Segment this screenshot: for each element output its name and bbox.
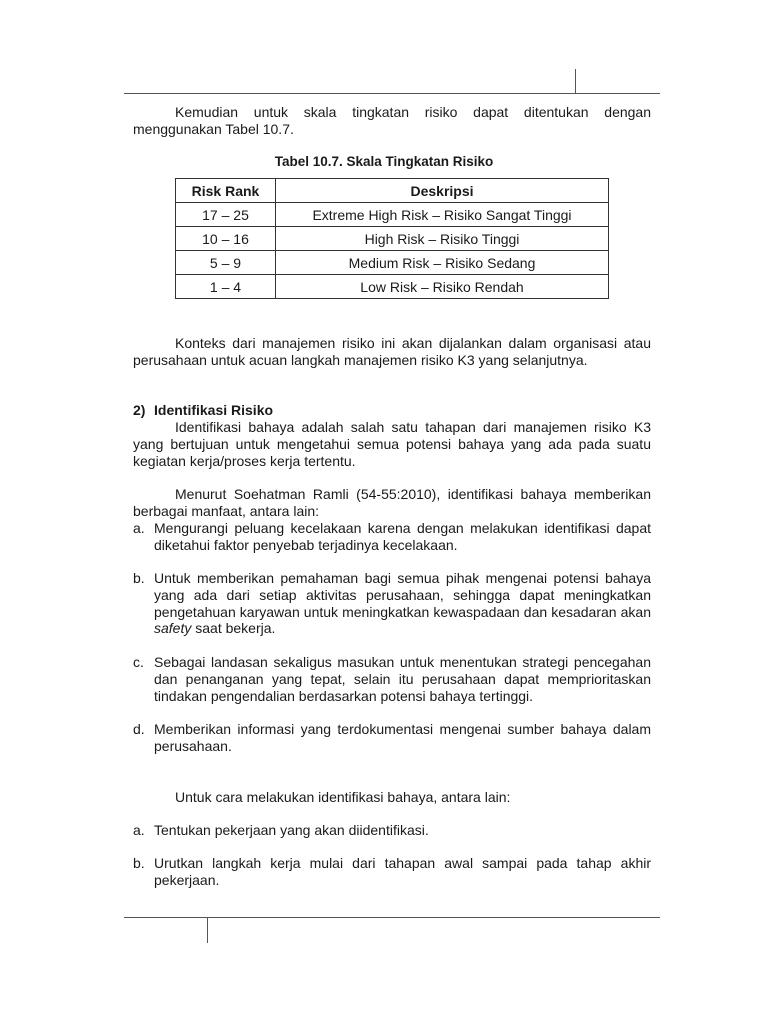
list-text: Sebagai landasan sekaligus masukan untuk menentukan strategi pencegahan dan penanganan yang tepat, selain itu perusahaan dapat memprioritaskan tindakan pengendalian berdasarkan potensi bahaya tertinggi. [154, 654, 651, 704]
description-cell: Medium Risk – Risiko Sedang [276, 251, 609, 275]
risk-rank-cell: 10 – 16 [176, 227, 276, 251]
list-text: Mengurangi peluang kecelakaan karena dengan melakukan identifikasi dapat diketahui faktor penyebab terjadinya kecelakaan. [154, 520, 651, 553]
description-cell: Low Risk – Risiko Rendah [276, 275, 609, 299]
safety-term: safety [154, 620, 192, 637]
section-title: Identifikasi Risiko [154, 402, 274, 418]
list-item [133, 855, 651, 889]
list-text: Untuk memberikan pemahaman bagi semua pihak mengenai potensi bahaya yang ada dari setiap aktivitas perusahaan, sehingga dapat meningkatkan pengetahuan karyawan untuk meningkatkan kewaspadaan dan kesadaran akan safety saat bekerja. [154, 570, 651, 637]
cara-paragraph: Untuk cara melakukan identifikasi bahaya, antara lain: [175, 789, 511, 805]
description-cell: Extreme High Risk – Risiko Sangat Tinggi [276, 203, 609, 227]
risk-rank-cell: 17 – 25 [176, 203, 276, 227]
list-item [133, 721, 651, 755]
identifikasi-paragraph: Identifikasi bahaya adalah salah satu tahapan dari manajemen risiko K3 yang bertujuan untuk mengetahui semua potensi bahaya yang ada pada suatu kegiatan kerja/proses kerja tertentu. [133, 419, 651, 469]
header-rule [124, 93, 660, 94]
table-row [176, 227, 609, 251]
list-label: a. [133, 520, 145, 536]
risk-scale-table [175, 178, 609, 299]
table-row [176, 275, 609, 299]
section-number: 2) [133, 402, 146, 418]
list-label: a. [133, 822, 145, 838]
list-text: Memberikan informasi yang terdokumentasi mengenai sumber bahaya dalam perusahaan. [154, 721, 651, 754]
table-row [176, 203, 609, 227]
section-heading [133, 402, 273, 419]
intro-paragraph: Kemudian untuk skala tingkatan risiko dapat ditentukan dengan menggunakan Tabel 10.7. [133, 104, 651, 137]
table-row [176, 251, 609, 275]
list-item [133, 570, 651, 637]
header-risk-rank: Risk Rank [176, 179, 276, 203]
header-deskripsi: Deskripsi [276, 179, 609, 203]
header-tick [575, 69, 576, 94]
list-label: c. [133, 654, 144, 670]
table-header-row [176, 179, 609, 203]
list-item [133, 654, 651, 704]
risk-rank-cell: 1 – 4 [176, 275, 276, 299]
footer-rule [124, 917, 660, 918]
list-text: Tentukan pekerjaan yang akan diidentifikasi. [154, 822, 429, 838]
konteks-paragraph: Konteks dari manajemen risiko ini akan dijalankan dalam organisasi atau perusahaan untuk acuan langkah manajemen risiko K3 yang selanjutnya. [133, 335, 651, 368]
risk-rank-cell: 5 – 9 [176, 251, 276, 275]
list-text: Urutkan langkah kerja mulai dari tahapan awal sampai pada tahap akhir pekerjaan. [154, 855, 651, 888]
soehatman-paragraph: Menurut Soehatman Ramli (54-55:2010), identifikasi bahaya memberikan berbagai manfaat, antara lain: [133, 486, 651, 519]
list-label: d. [133, 721, 145, 737]
table-caption: Tabel 10.7. Skala Tingkatan Risiko [274, 154, 494, 169]
list-item [133, 822, 651, 839]
list-item [133, 520, 651, 554]
footer-tick [207, 918, 208, 943]
list-label: b. [133, 855, 145, 871]
list-label: b. [133, 570, 145, 586]
description-cell: High Risk – Risiko Tinggi [276, 227, 609, 251]
